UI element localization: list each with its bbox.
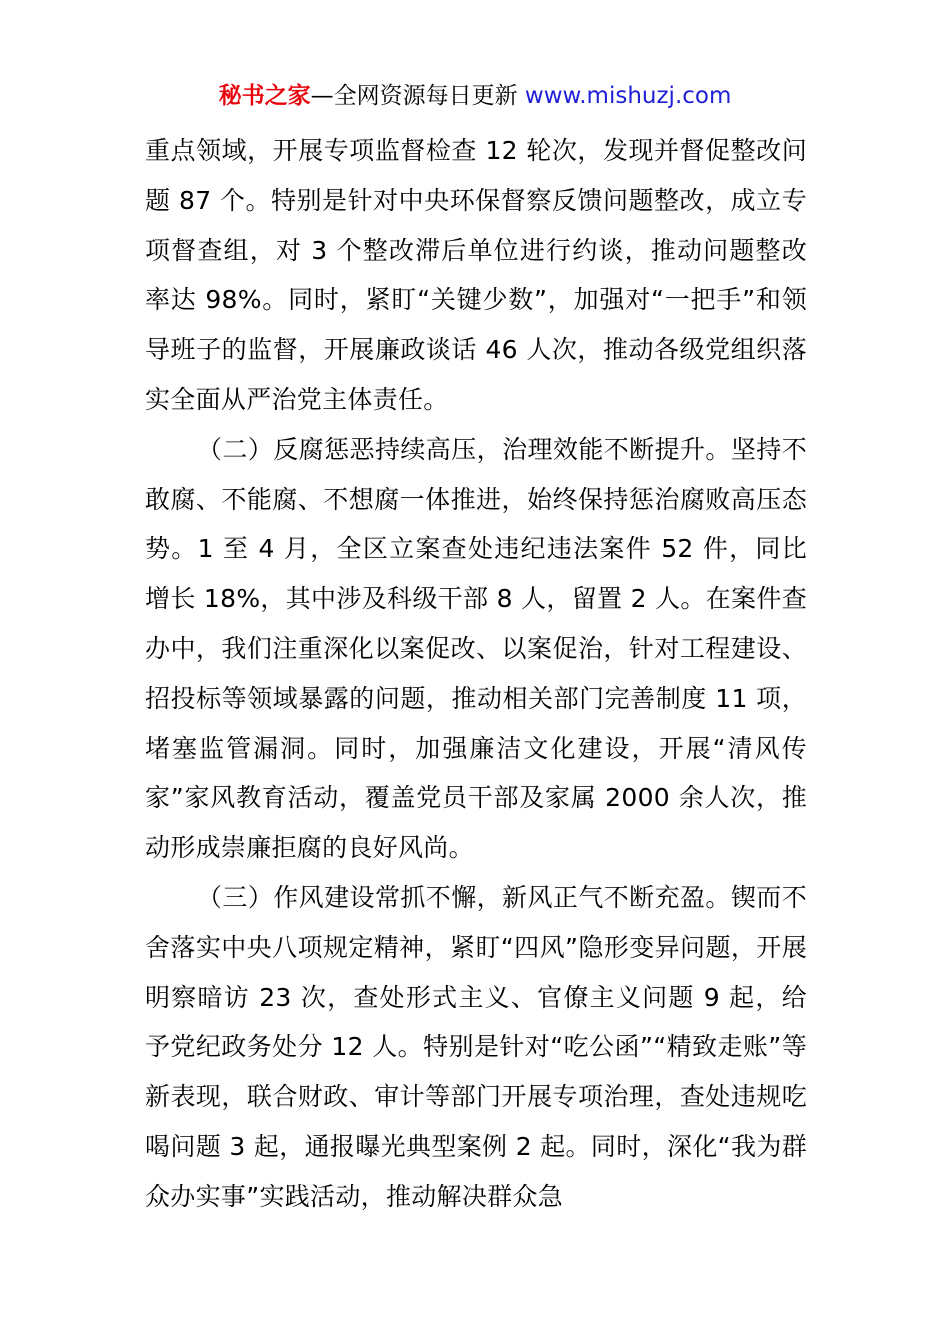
document-body	[145, 126, 807, 1222]
site-url-link[interactable]: www.mishuzj.com	[524, 83, 732, 109]
paragraph-continuation: 重点领域，开展专项监督检查 12 轮次，发现并督促整改问题 87 个。特别是针对中央环保督察反馈问题整改，成立专项督查组，对 3 个整改滞后单位进行约谈，推动问题整改率达 98%。同时，紧盯“关键少数”，加强对“一把手”和领导班子的监督，开展廉政谈话 46 人次，推动各级党组织落实全面从严治党主体责任。	[145, 136, 807, 414]
site-header	[0, 78, 950, 114]
site-brand: 秘书之家	[218, 83, 311, 109]
paragraph-section-three: （三）作风建设常抓不懈，新风正气不断充盈。锲而不舍落实中央八项规定精神，紧盯“四风”隐形变异问题，开展明察暗访 23 次，查处形式主义、官僚主义问题 9 起，给予党纪政务处分 12 人。特别是针对“吃公函”“精致走账”等新表现，联合财政、审计等部门开展专项治理，查处违规吃喝问题 3 起，通报曝光典型案例 2 起。同时，深化“我为群众办实事”实践活动，推动解决群众急	[145, 882, 807, 1211]
site-tagline: —全网资源每日更新	[310, 83, 525, 109]
paragraph-section-two: （二）反腐惩恶持续高压，治理效能不断提升。坚持不敢腐、不能腐、不想腐一体推进，始终保持惩治腐败高压态势。1 至 4 月，全区立案查处违纪违法案件 52 件，同比增长 18%，其中涉及科级干部 8 人，留置 2 人。在案件查办中，我们注重深化以案促改、以案促治，针对工程建设、招投标等领域暴露的问题，推动相关部门完善制度 11 项，堵塞监管漏洞。同时，加强廉洁文化建设，开展“清风传家”家风教育活动，覆盖党员干部及家属 2000 余人次，推动形成崇廉拒腐的良好风尚。	[145, 434, 807, 863]
